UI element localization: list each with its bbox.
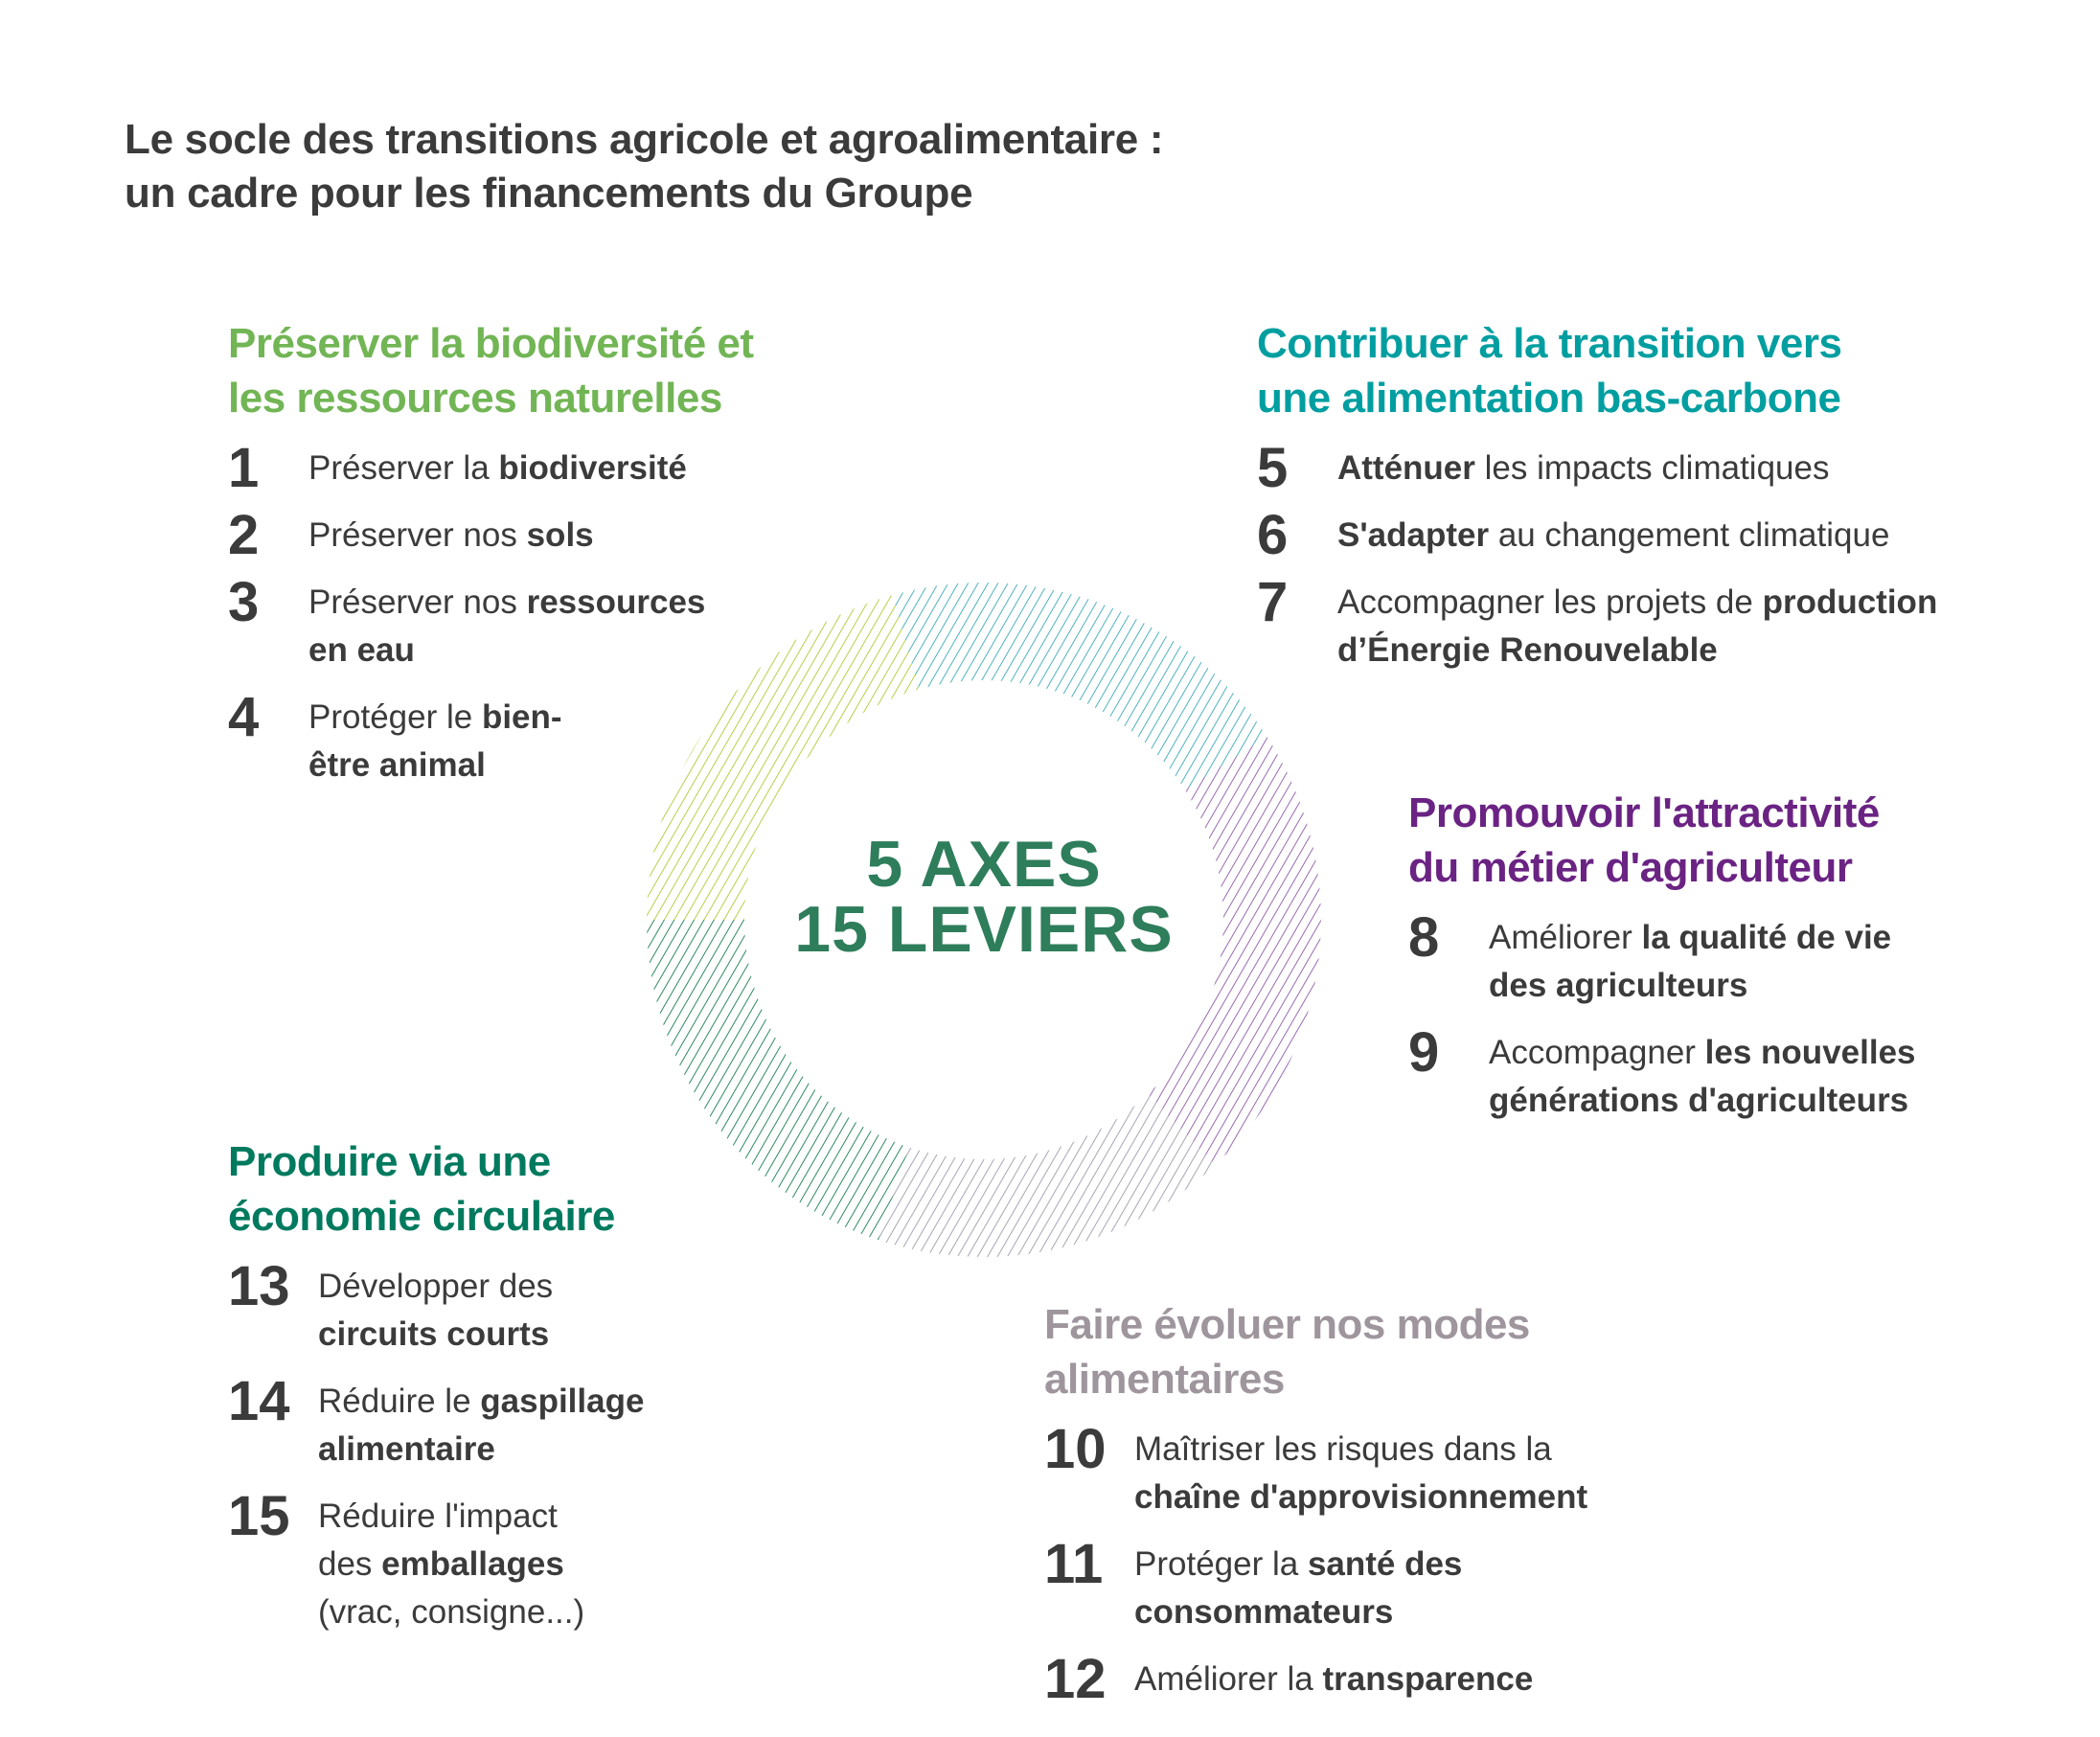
lever-number: 1 (228, 437, 260, 499)
lever-text: Accompagner les nouvelles générations d'agriculteurs (1489, 1034, 1916, 1119)
axis-title (1257, 316, 2023, 425)
axis-title-line-2: les ressources naturelles (228, 375, 722, 422)
lever-number: 4 (228, 686, 260, 748)
lever-text: Protéger la santé des consommateurs (1134, 1545, 1463, 1631)
lever-number: 11 (1044, 1533, 1104, 1595)
axis-title-line-2: une alimentation bas-carbone (1257, 375, 1841, 422)
axis-title (228, 1134, 765, 1244)
lever-text: Préserver la biodiversité (308, 449, 687, 487)
lever-text: Préserver nos ressources en eau (308, 583, 706, 669)
axis-title-line-2: du métier d'agriculteur (1408, 844, 1853, 891)
lever-item (228, 1257, 765, 1372)
lever-item (228, 1487, 765, 1636)
lever-text: Améliorer la qualité de vie des agriculteurs (1489, 919, 1892, 1004)
lever-item (1257, 506, 2023, 573)
lever-text: Accompagner les projets de production d’Énergie Renouvelable (1337, 583, 1938, 669)
lever-number: 14 (228, 1370, 290, 1432)
lever-item (1044, 1420, 1715, 1535)
axis-title-line-1: Produire via une (228, 1138, 551, 1185)
lever-text: Réduire l'impact des emballages (vrac, consigne...) (318, 1497, 585, 1631)
lever-text: Préserver nos sols (308, 516, 594, 554)
lever-item (1044, 1535, 1715, 1650)
axis-modes-alimentaires (1044, 1297, 1715, 1709)
lever-text: Développer des circuits courts (318, 1268, 554, 1353)
donut-center-label (792, 828, 1176, 966)
lever-text: Améliorer la transparence (1134, 1660, 1534, 1698)
lever-number: 5 (1257, 437, 1289, 499)
title-line-1: Le socle des transitions agricole et agroalimentaire : (125, 116, 1164, 163)
lever-text: Atténuer les impacts climatiques (1337, 449, 1830, 487)
lever-item (1257, 439, 2023, 506)
center-axes-count: 5 AXES (866, 828, 1102, 901)
lever-item (228, 688, 841, 789)
lever-item (1408, 908, 2041, 1023)
lever-number: 3 (228, 571, 260, 633)
lever-number: 2 (228, 504, 260, 566)
lever-item (1257, 573, 2023, 674)
lever-item (228, 573, 841, 688)
axis-title-line-1: Préserver la biodiversité et (228, 320, 754, 367)
axis-title (1044, 1297, 1715, 1406)
lever-number: 7 (1257, 571, 1289, 633)
axis-title-line-1: Faire évoluer nos modes (1044, 1301, 1530, 1348)
lever-number: 15 (228, 1485, 290, 1547)
center-levers-count: 15 LEVIERS (794, 893, 1174, 966)
ring-segment-bas-carbone (893, 583, 1267, 789)
axis-title-line-1: Promouvoir l'attractivité (1408, 789, 1880, 836)
title-line-2: un cadre pour les financements du Groupe (125, 170, 973, 217)
lever-number: 10 (1044, 1418, 1107, 1480)
lever-item (228, 506, 841, 573)
lever-number: 6 (1257, 504, 1289, 566)
lever-item (228, 439, 841, 506)
lever-text: Maîtriser les risques dans la chaîne d'approvisionnement (1134, 1430, 1588, 1516)
lever-item (1044, 1650, 1715, 1709)
lever-number: 8 (1408, 906, 1440, 969)
lever-item (228, 1372, 765, 1487)
axis-bas-carbone (1257, 316, 2023, 674)
axis-title-line-2: alimentaires (1044, 1356, 1285, 1403)
axis-title (1408, 786, 2041, 895)
lever-item (1408, 1023, 2041, 1125)
lever-text: S'adapter au changement climatique (1337, 516, 1890, 554)
lever-number: 13 (228, 1255, 290, 1317)
axis-agriculteur (1408, 786, 2041, 1125)
ring-segment-modes-alimentaires (879, 1094, 1215, 1257)
axis-title-line-1: Contribuer à la transition vers (1257, 320, 1842, 367)
lever-text: Réduire le gaspillage alimentaire (318, 1383, 645, 1468)
lever-number: 9 (1408, 1021, 1440, 1084)
axis-economie-circulaire (228, 1134, 765, 1636)
lever-text: Protéger le bien-être animal (308, 698, 562, 784)
axis-biodiversite (228, 316, 841, 789)
axis-title-line-2: économie circulaire (228, 1193, 615, 1240)
axis-title (228, 316, 841, 425)
lever-number: 12 (1044, 1648, 1107, 1710)
